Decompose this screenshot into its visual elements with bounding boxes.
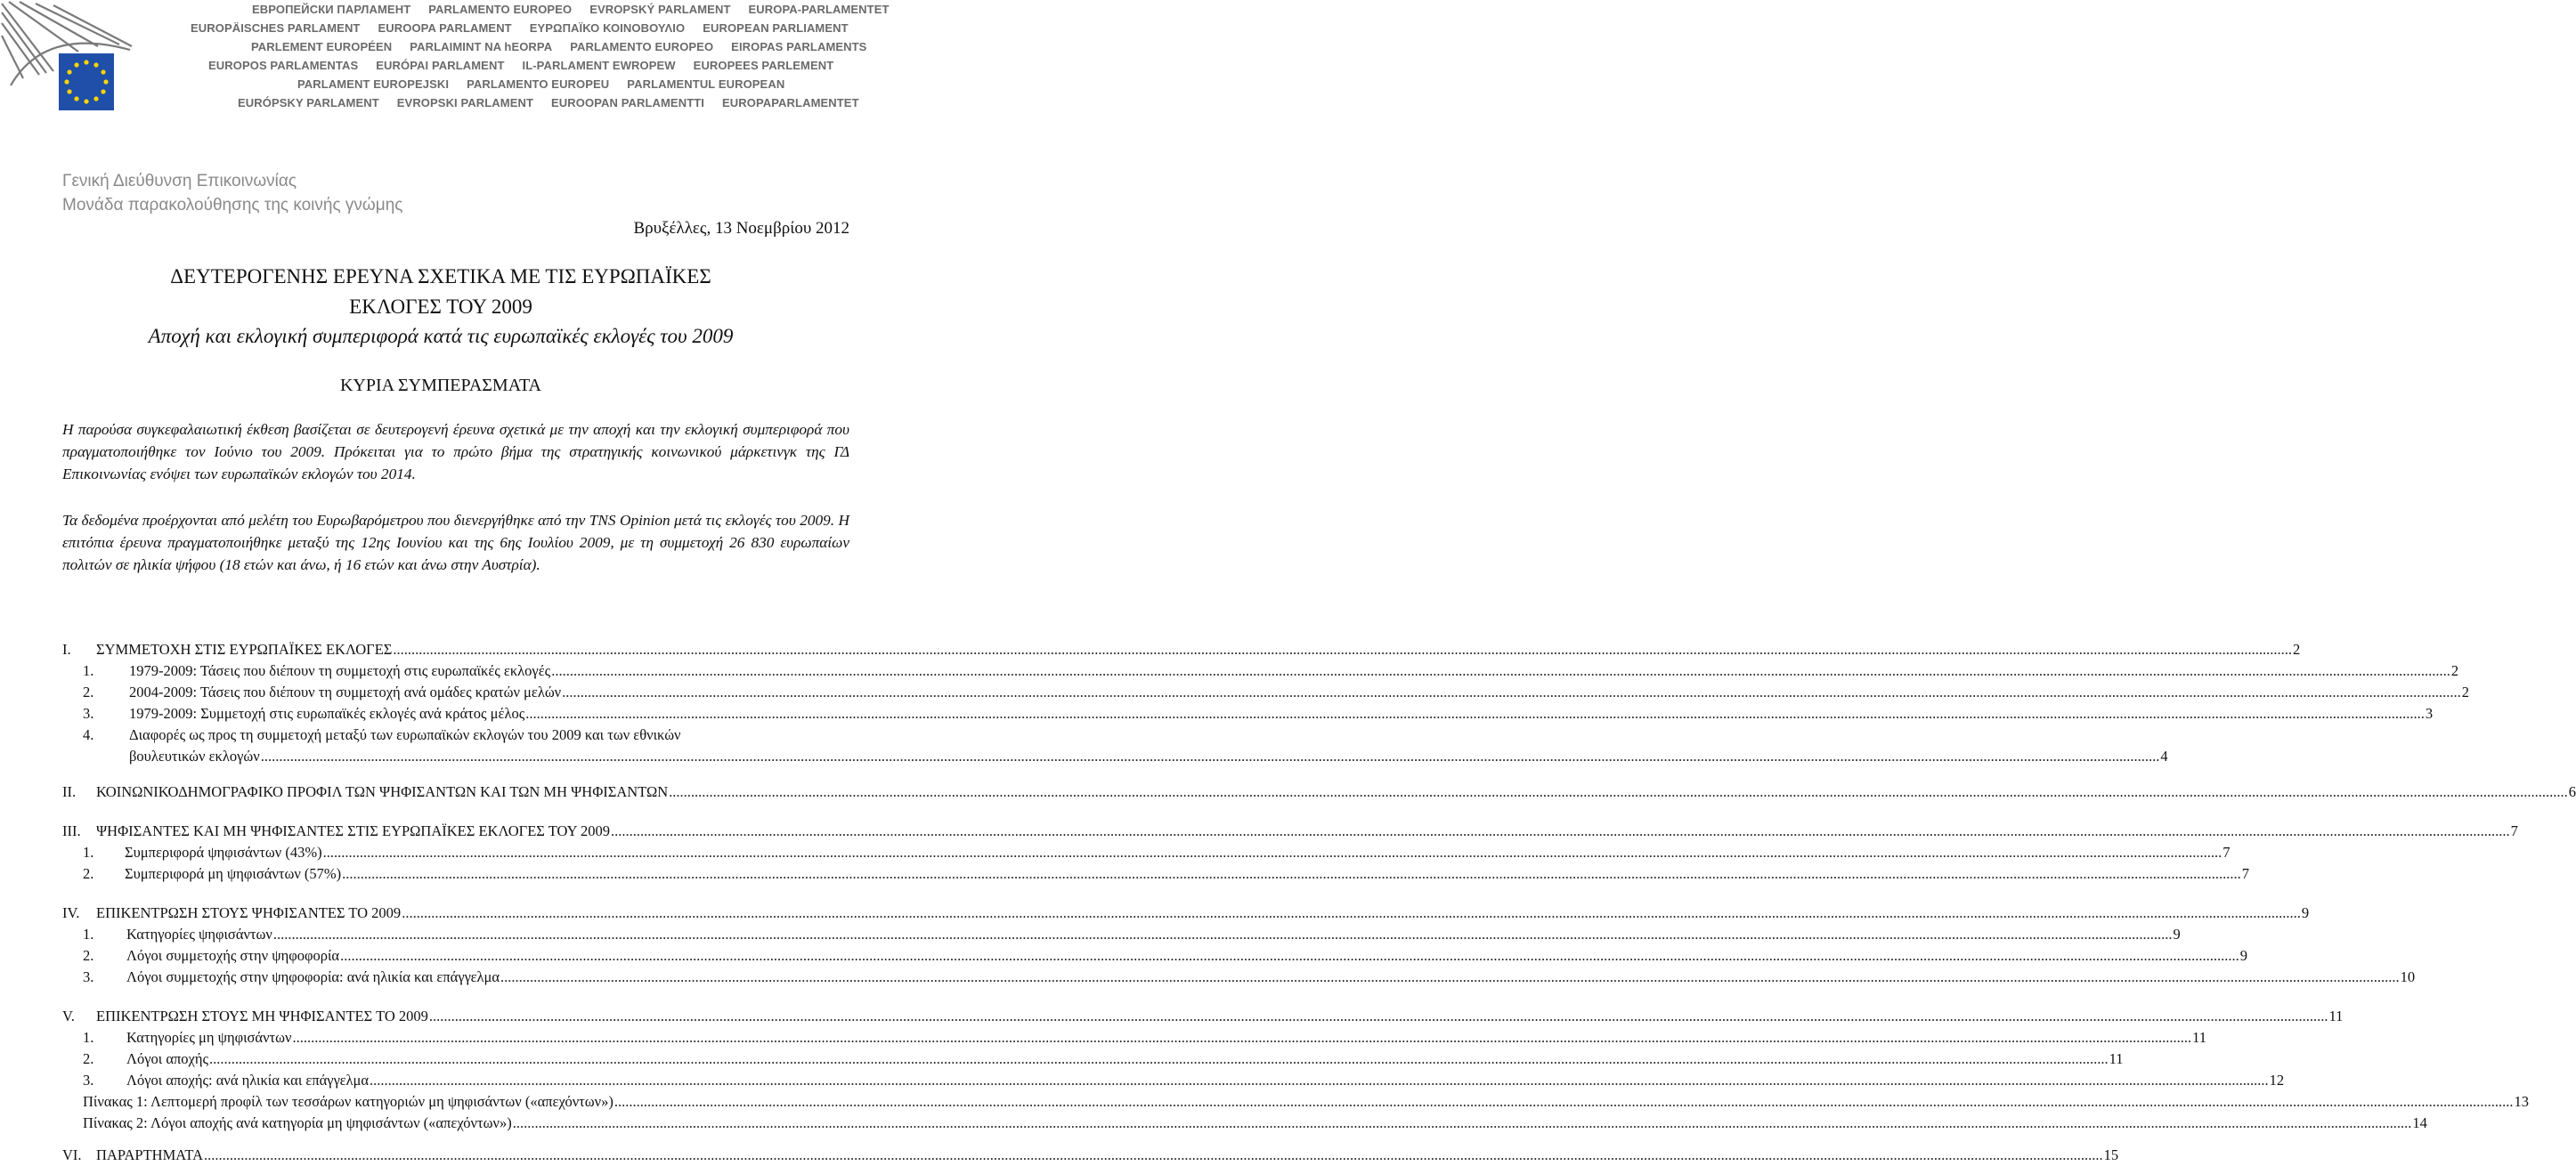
toc-text: 1979-2009: Τάσεις που διέπουν τη συμμετοχή στις ευρωπαϊκές εκλογές <box>129 662 551 679</box>
toc-entry[interactable] <box>62 903 2310 924</box>
toc-entry[interactable] <box>62 781 2576 803</box>
parliament-name: EVROPSKI PARLAMENT <box>396 96 534 109</box>
parliament-name: EUROPEAN PARLIAMENT <box>703 21 849 35</box>
toc-text: 2004-2009: Τάσεις που διέπουν τη συμμετοχή ανά ομάδες κρατών μελών <box>129 684 562 700</box>
parliament-name: PARLAIMINT NA hEORPA <box>410 40 553 53</box>
toc-number: 2. <box>83 947 94 964</box>
toc-entry[interactable] <box>83 863 2250 885</box>
toc-text: Πίνακας 1: Λεπτομερή προφίλ των τεσσάρων κατηγοριών μη ψηφισάντων («απεχόντων») <box>83 1093 614 1110</box>
toc-entry[interactable] <box>83 945 2247 967</box>
parliament-names-block <box>178 2 890 112</box>
parliament-name: PARLAMENTO EUROPEO <box>570 40 714 53</box>
toc-page: 14 <box>2412 1114 2427 1131</box>
parliament-name: EURÓPSKY PARLAMENT <box>238 96 379 109</box>
toc-page: 9 <box>2239 947 2247 964</box>
parliament-name: EUROOPA PARLAMENT <box>378 21 512 35</box>
toc-text: 1979-2009: Συμμετοχή στις ευρωπαϊκές εκλογές ανά κράτος μέλος <box>129 705 525 722</box>
toc-page: 13 <box>2514 1093 2529 1110</box>
unit-name: Μονάδα παρακολούθησης της κοινής γνώμης <box>62 196 403 215</box>
eu-flag-icon <box>59 53 114 110</box>
toc-number: VI. <box>62 1146 82 1163</box>
toc-entry[interactable] <box>83 1070 2285 1091</box>
toc-entry[interactable] <box>83 842 2231 863</box>
section-heading: ΚΥΡΙΑ ΣΥΜΠΕΡΑΣΜΑΤΑ <box>339 376 541 395</box>
toc-entry[interactable] <box>129 746 2168 767</box>
toc-entry[interactable] <box>83 1091 2529 1113</box>
toc-text: Διαφορές ως προς τη συμμετοχή μεταξύ των ευρωπαϊκών εκλογών του 2009 και των εθνικών <box>129 726 681 743</box>
toc-text: ΕΠΙΚΕΝΤΡΩΣΗ ΣΤΟΥΣ ΜΗ ΨΗΦΙΣΑΝΤΕΣ ΤΟ 2009 <box>96 1008 428 1024</box>
toc-number: 3. <box>83 968 94 985</box>
parliament-name: EUROPOS PARLAMENTAS <box>208 59 359 72</box>
names-row <box>238 95 859 111</box>
toc-entry[interactable] <box>83 703 2434 725</box>
toc-text: Πίνακας 2: Λόγοι αποχής ανά κατηγορία μη ψηφισάντων («απεχόντων») <box>83 1114 512 1131</box>
toc-number: III. <box>62 822 81 839</box>
toc-text: Κατηγορίες ψηφισάντων <box>126 926 272 943</box>
toc-page: 11 <box>2192 1029 2206 1046</box>
names-row <box>252 2 890 18</box>
toc-text: βουλευτικών εκλογών <box>129 748 260 765</box>
parliament-name: ΕΥΡΩΠΑΪΚΟ ΚΟΙΝΟΒΟΥΛΙΟ <box>529 21 686 35</box>
toc-page: 7 <box>2241 865 2250 882</box>
parliament-name: PARLAMENTO EUROPEU <box>467 77 610 91</box>
toc-number: 2. <box>83 1050 94 1067</box>
toc-number: 3. <box>83 1072 94 1089</box>
toc-text: ΨΗΦΙΣΑΝΤΕΣ ΚΑΙ ΜΗ ΨΗΦΙΣΑΝΤΕΣ ΣΤΙΣ ΕΥΡΩΠΑΪΚΕΣ ΕΚΛΟΓΕΣ ΤΟΥ 2009 <box>96 822 611 839</box>
toc-text: Λόγοι συμμετοχής στην ψηφοφορία <box>126 947 340 964</box>
toc-page: 11 <box>2328 1008 2344 1024</box>
toc-number: 1. <box>83 926 94 943</box>
toc-text: ΣΥΜΜΕΤΟΧΗ ΣΤΙΣ ΕΥΡΩΠΑΪΚΕΣ ΕΚΛΟΓΕΣ <box>96 641 393 658</box>
toc-number: 2. <box>83 684 94 700</box>
toc-text: Λόγοι συμμετοχής στην ψηφοφορία: ανά ηλικία και επάγγελμα <box>126 968 500 985</box>
toc-page: 7 <box>2223 844 2231 861</box>
toc-text: ΚΟΙΝΩΝΙΚΟΔΗΜΟΓΡΑΦΙΚΟ ΠΡΟΦΙΛ ΤΩΝ ΨΗΦΙΣΑΝΤΩΝ ΚΑΙ ΤΩΝ ΜΗ ΨΗΦΙΣΑΝΤΩΝ <box>96 783 669 800</box>
toc-text: ΕΠΙΚΕΝΤΡΩΣΗ ΣΤΟΥΣ ΨΗΦΙΣΑΝΤΕΣ ΤΟ 2009 <box>96 904 402 921</box>
toc-number: II. <box>62 783 77 800</box>
parliament-name: ЕВРОПЕЙСКИ ПАРЛАМЕНТ <box>252 3 411 16</box>
parliament-name: PARLAMENT EUROPEJSKI <box>297 77 450 91</box>
toc-number: 4. <box>83 726 94 743</box>
toc-entry[interactable] <box>62 639 2301 660</box>
toc-text: Κατηγορίες μη ψηφισάντων <box>126 1029 292 1046</box>
parliament-name: EUROPA-PARLAMENTET <box>748 3 890 16</box>
toc-page: 12 <box>2269 1072 2285 1089</box>
toc-entry[interactable] <box>62 1145 2119 1166</box>
parliament-name: PARLEMENT EUROPÉEN <box>251 40 393 53</box>
parliament-name: PARLAMENTO EUROPEO <box>428 3 573 16</box>
toc-entry-line[interactable] <box>83 725 681 746</box>
data-source-paragraph: Τα δεδομένα προέρχονται από μελέτη του Ευρωβαρόμετρου που διενεργήθηκε από την TNS Opinion μετά τις εκλογές του 2009. Η επιτόπια έρευνα πραγματοποιήθηκε μεταξύ της 12ης Ιουνίου και της 6ης Ιουλίου 2009, με τη συμμετοχή 26 830 ευρωπαίων πολιτών σε ηλικία ψήφου (18 ετών και άνω, ή 16 ετών και άνω στην Αυστρία). <box>62 512 849 573</box>
toc-text: Λόγοι αποχής: ανά ηλικία και επάγγελμα <box>126 1072 370 1089</box>
toc-number: IV. <box>62 904 80 921</box>
toc-page: 2 <box>2293 641 2301 658</box>
parliament-name: EUROOPAN PARLAMENTTI <box>551 96 704 109</box>
names-row <box>251 39 866 55</box>
toc-number: V. <box>62 1008 75 1024</box>
toc-page: 9 <box>2173 926 2181 943</box>
toc-entry[interactable] <box>83 1113 2427 1134</box>
toc-text: Λόγοι αποχής <box>126 1050 209 1067</box>
toc-entry[interactable] <box>62 821 2518 842</box>
document-title-line2: ΕΚΛΟΓΕΣ ΤΟΥ 2009 <box>349 296 532 318</box>
toc-page: 6 <box>2568 783 2576 800</box>
toc-text: ΠΑΡΑΡΤΗΜΑΤΑ <box>96 1146 204 1163</box>
names-row <box>191 20 849 36</box>
toc-entry[interactable] <box>62 1006 2344 1027</box>
toc-number: 1. <box>83 662 94 679</box>
toc-page: 15 <box>2103 1146 2119 1163</box>
toc-number: I. <box>62 641 71 658</box>
toc-page: 3 <box>2425 705 2434 722</box>
parliament-name: EUROPEES PARLEMENT <box>693 59 834 72</box>
department-block <box>62 169 402 217</box>
toc-entry[interactable] <box>83 1049 2124 1070</box>
toc-number: 1. <box>83 844 94 861</box>
toc-text: Συμπεριφορά ψηφισάντων (43%) <box>125 844 322 861</box>
parliament-name: PARLAMENTUL EUROPEAN <box>627 77 785 91</box>
parliament-name: EUROPAPARLAMENTET <box>722 96 859 109</box>
toc-page: 2 <box>2450 662 2459 679</box>
toc-entry[interactable] <box>83 660 2459 682</box>
toc-number: 3. <box>83 705 94 722</box>
toc-entry[interactable] <box>83 682 2470 703</box>
toc-text: Συμπεριφορά μη ψηφισάντων (57%) <box>125 865 342 882</box>
toc-page: 11 <box>2109 1050 2124 1067</box>
parliament-name: EIROPAS PARLAMENTS <box>731 40 867 53</box>
toc-number: 1. <box>83 1029 94 1046</box>
toc-entry[interactable] <box>83 924 2181 945</box>
toc-page: 9 <box>2301 904 2310 921</box>
department-name: Γενική Διεύθυνση Επικοινωνίας <box>62 172 297 190</box>
toc-page: 4 <box>2160 748 2168 765</box>
toc-page: 10 <box>2400 968 2416 985</box>
document-date: Βρυξέλλες, 13 Νοεμβρίου 2012 <box>633 219 849 238</box>
toc-page: 7 <box>2510 822 2518 839</box>
parliament-name: EVROPSKÝ PARLAMENT <box>589 3 731 16</box>
document-title-line1: ΔΕΥΤΕΡΟΓΕΝΗΣ ΕΡΕΥΝΑ ΣΧΕΤΙΚΑ ΜΕ ΤΙΣ ΕΥΡΩΠΑΪΚΕΣ <box>170 265 711 287</box>
parliament-name: EURÓPAI PARLAMENT <box>376 59 505 72</box>
names-row <box>208 58 833 74</box>
parliament-name: IL-PARLAMENT EWROPEW <box>522 59 676 72</box>
document-subtitle: Αποχή και εκλογική συμπεριφορά κατά τις ευρωπαϊκές εκλογές του 2009 <box>148 325 734 347</box>
toc-number: 2. <box>83 865 94 882</box>
toc-page: 2 <box>2461 684 2470 700</box>
names-row <box>297 77 784 93</box>
parliament-name: EUROPÄISCHES PARLAMENT <box>191 21 361 35</box>
european-parliament-logo <box>0 0 134 116</box>
summary-paragraph: Η παρούσα συγκεφαλαιωτική έκθεση βασίζεται σε δευτερογενή έρευνα σχετικά με την αποχή και την εκλογική συμπεριφορά που πραγματοποιήθηκε τον Ιούνιο του 2009. Πρόκειται για το πρώτο βήμα της στρατηγικής κοινωνικού μάρκετινγκ της ΓΔ Επικοινωνίας ενόψει των ευρωπαϊκών εκλογών του 2014. <box>62 421 849 482</box>
toc-entry[interactable] <box>83 967 2416 988</box>
toc-entry[interactable] <box>83 1027 2206 1049</box>
